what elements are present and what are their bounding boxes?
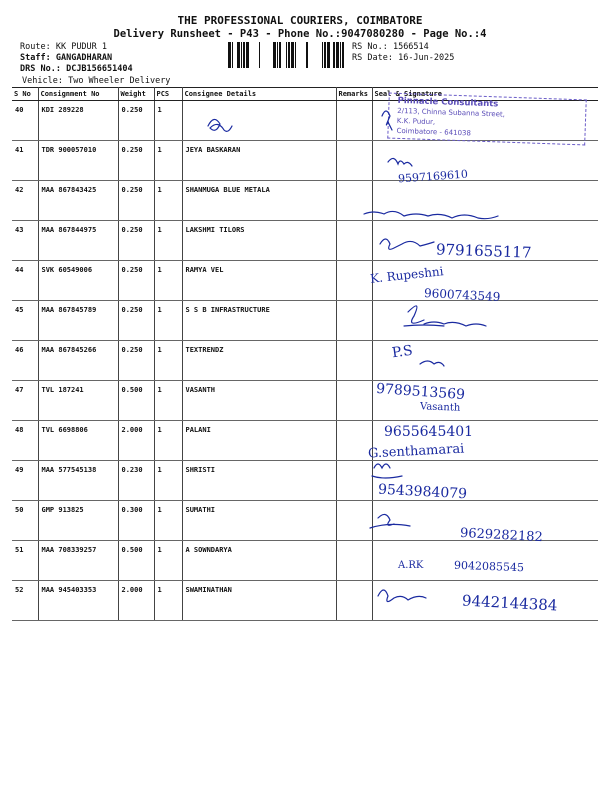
barcode-bar (286, 42, 287, 68)
cell-remarks (336, 581, 372, 621)
cell-pcs: 1 (154, 341, 182, 381)
handwriting-name-44: K. Rupeshni (369, 264, 445, 286)
route-line: Route: KK PUDUR 1 (20, 42, 108, 52)
cell-pcs: 1 (154, 301, 182, 341)
cell-consignment: MAA 867845789 (38, 301, 118, 341)
barcode-bar (288, 42, 290, 68)
stamp-line3: Coimbatore - 641038 (396, 126, 472, 138)
handwriting-phone-47: 9789513569 (375, 380, 466, 404)
drs-line: DRS No.: DCJB156651404 (20, 64, 133, 74)
cell-weight: 2.000 (118, 421, 154, 461)
table-row (12, 501, 598, 541)
table-row (12, 261, 598, 301)
col-consignment: Consignment No (38, 88, 118, 101)
cell-weight: 0.500 (118, 381, 154, 421)
cell-consignee: S S B INFRASTRUCTURE (182, 301, 336, 341)
table-row (12, 301, 598, 341)
barcode-bar (340, 42, 341, 68)
cell-signature (372, 501, 598, 541)
cell-consignee: TEXTRENDZ (182, 341, 336, 381)
cell-weight: 0.250 (118, 101, 154, 141)
stamp-line1: 2/113, Chinna Subanna Street, (397, 106, 506, 119)
cell-remarks (336, 101, 372, 141)
cell-remarks (336, 301, 372, 341)
table-row (12, 181, 598, 221)
cell-signature (372, 301, 598, 341)
cell-weight: 0.250 (118, 181, 154, 221)
runsheet-table (12, 87, 598, 621)
cell-sno: 44 (12, 261, 38, 301)
cell-remarks (336, 261, 372, 301)
cell-signature (372, 181, 598, 221)
cell-signature (372, 141, 598, 181)
cell-pcs: 1 (154, 421, 182, 461)
barcode-bar (241, 42, 242, 68)
cell-remarks (336, 341, 372, 381)
cell-remarks (336, 381, 372, 421)
table-row (12, 341, 598, 381)
cell-weight: 0.300 (118, 501, 154, 541)
barcode-bar (246, 42, 249, 68)
cell-pcs: 1 (154, 261, 182, 301)
cell-weight: 0.250 (118, 141, 154, 181)
left-meta (20, 42, 133, 75)
table-row (12, 141, 598, 181)
cell-remarks (336, 501, 372, 541)
staff-line: Staff: GANGADHARAN (20, 53, 113, 63)
handwriting-phone-43: 9791655117 (435, 240, 532, 262)
cell-pcs: 1 (154, 501, 182, 541)
cell-weight: 0.250 (118, 301, 154, 341)
pinnacle-stamp (387, 93, 586, 146)
table-row (12, 221, 598, 261)
vehicle-value: Two Wheeler Delivery (68, 76, 171, 86)
cell-pcs: 1 (154, 581, 182, 621)
stamp-name: Pinnacle Consultants (397, 95, 499, 110)
table-row (12, 461, 598, 501)
cell-weight: 0.500 (118, 541, 154, 581)
cell-consignment: TDR 900057010 (38, 141, 118, 181)
cell-consignee (182, 101, 336, 141)
cell-remarks (336, 421, 372, 461)
cell-consignee: JEYA BASKARAN (182, 141, 336, 181)
cell-remarks (336, 181, 372, 221)
cell-consignment: TVL 6698806 (38, 421, 118, 461)
cell-consignment: GMP 913825 (38, 501, 118, 541)
barcode-bar (291, 42, 294, 68)
rs-no-value: 1566514 (392, 42, 429, 52)
cell-signature (372, 541, 598, 581)
cell-consignment: MAA 708339257 (38, 541, 118, 581)
cell-sno: 42 (12, 181, 38, 221)
runsheet-title: Delivery Runsheet - P43 - Phone No.:9047080280 - Page No.:4 (113, 28, 487, 40)
col-pcs: PCS (154, 88, 182, 101)
cell-pcs: 1 (154, 101, 182, 141)
cell-consignee: LAKSHMI TILORS (182, 221, 336, 261)
cell-remarks (336, 141, 372, 181)
cell-signature (372, 261, 598, 301)
barcode-bar (228, 42, 231, 68)
table-row (12, 421, 598, 461)
cell-sno: 52 (12, 581, 38, 621)
barcode-bar (327, 42, 330, 68)
cell-consignee: PALANI (182, 421, 336, 461)
drs-value: DCJB156651404 (66, 64, 133, 74)
handwriting-name-48: G.senthamarai (367, 441, 465, 462)
right-meta (352, 42, 454, 64)
cell-consignment: SVK 60549006 (38, 261, 118, 301)
cell-sno: 50 (12, 501, 38, 541)
rs-date-line: RS Date: 16-Jun-2025 (352, 53, 455, 63)
barcode-bar (273, 42, 276, 68)
rs-no-line: RS No.: 1566514 (352, 42, 429, 52)
col-remarks: Remarks (336, 88, 372, 101)
table-row (12, 381, 598, 421)
cell-sno: 51 (12, 541, 38, 581)
barcode-bar (342, 42, 344, 68)
handwriting-phone-52: 9442144384 (461, 591, 558, 615)
cell-consignment: MAA 867845266 (38, 341, 118, 381)
staff-value: GANGADHARAN (55, 53, 113, 63)
cell-sno: 49 (12, 461, 38, 501)
cell-consignee: SHANMUGA BLUE METALA (182, 181, 336, 221)
handwriting-initials-46: P.S (390, 342, 414, 362)
barcode-bar (243, 42, 245, 68)
cell-pcs: 1 (154, 381, 182, 421)
cell-weight: 0.230 (118, 461, 154, 501)
cell-weight: 0.250 (118, 261, 154, 301)
cell-remarks (336, 461, 372, 501)
cell-consignee: SHRISTI (182, 461, 336, 501)
barcode-bar (232, 42, 233, 68)
cell-weight: 2.000 (118, 581, 154, 621)
barcode-bar (336, 42, 339, 68)
handwriting-phone-41: 9597169610 (397, 167, 469, 186)
rs-date-value: 16-Jun-2025 (398, 53, 455, 63)
cell-pcs: 1 (154, 141, 182, 181)
cell-signature (372, 461, 598, 501)
cell-consignee: SWAMINATHAN (182, 581, 336, 621)
cell-signature (372, 381, 598, 421)
barcode-bar (295, 42, 296, 68)
cell-pcs: 1 (154, 181, 182, 221)
cell-sno: 47 (12, 381, 38, 421)
stamp-line2: K.K. Pudur, (396, 116, 436, 127)
cell-consignment: MAA 867843425 (38, 181, 118, 221)
barcode-bar (277, 42, 278, 68)
barcode-bar (324, 42, 326, 68)
cell-consignment: MAA 577545138 (38, 461, 118, 501)
cell-sno: 40 (12, 101, 38, 141)
cell-remarks (336, 541, 372, 581)
cell-signature (372, 421, 598, 461)
route-value: KK PUDUR 1 (55, 42, 108, 52)
handwriting-phone-49: 9543984079 (377, 481, 468, 503)
cell-signature (372, 221, 598, 261)
cell-consignment: MAA 867844975 (38, 221, 118, 261)
company-title: THE PROFESSIONAL COURIERS, COIMBATORE (177, 14, 423, 27)
handwriting-phone-51: 9042085545 (453, 558, 525, 575)
handwriting-initials-51: A.RK (398, 560, 424, 571)
cell-pcs: 1 (154, 221, 182, 261)
barcode-bar (259, 42, 260, 68)
cell-sno: 46 (12, 341, 38, 381)
cell-signature (372, 581, 598, 621)
cell-sno: 48 (12, 421, 38, 461)
vehicle-line: Vehicle: Two Wheeler Delivery (22, 76, 171, 86)
handwriting-name-47: Vasanth (419, 401, 461, 414)
barcode-bar (279, 42, 281, 68)
col-signature: Seal & Signature (372, 88, 598, 101)
col-sno: S No (12, 88, 38, 101)
cell-weight: 0.250 (118, 221, 154, 261)
cell-pcs: 1 (154, 541, 182, 581)
barcode-bar (333, 42, 335, 68)
barcode-bar (237, 42, 240, 68)
table-row (12, 541, 598, 581)
cell-remarks (336, 221, 372, 261)
cell-pcs: 1 (154, 461, 182, 501)
cell-consignee: SUMATHI (182, 501, 336, 541)
handwriting-phone-48: 9655645401 (384, 424, 474, 440)
col-weight: Weight (118, 88, 154, 101)
barcode-bar (322, 42, 323, 68)
cell-weight: 0.250 (118, 341, 154, 381)
cell-consignee: VASANTH (182, 381, 336, 421)
barcode-graphic (228, 42, 346, 68)
cell-consignment: TVL 187241 (38, 381, 118, 421)
cell-consignment: KDI 289228 (38, 101, 118, 141)
col-consignee: Consignee Details (182, 88, 336, 101)
handwriting-phone-50: 9629282182 (459, 525, 544, 546)
cell-sno: 43 (12, 221, 38, 261)
table-row (12, 581, 598, 621)
cell-consignee: A SOWNDARYA (182, 541, 336, 581)
cell-signature (372, 341, 598, 381)
handwriting-phone-44: 9600743549 (423, 286, 501, 304)
cell-sno: 45 (12, 301, 38, 341)
cell-consignee: RAMYA VEL (182, 261, 336, 301)
cell-consignment: MAA 945403353 (38, 581, 118, 621)
cell-sno: 41 (12, 141, 38, 181)
barcode-bar (306, 42, 308, 68)
